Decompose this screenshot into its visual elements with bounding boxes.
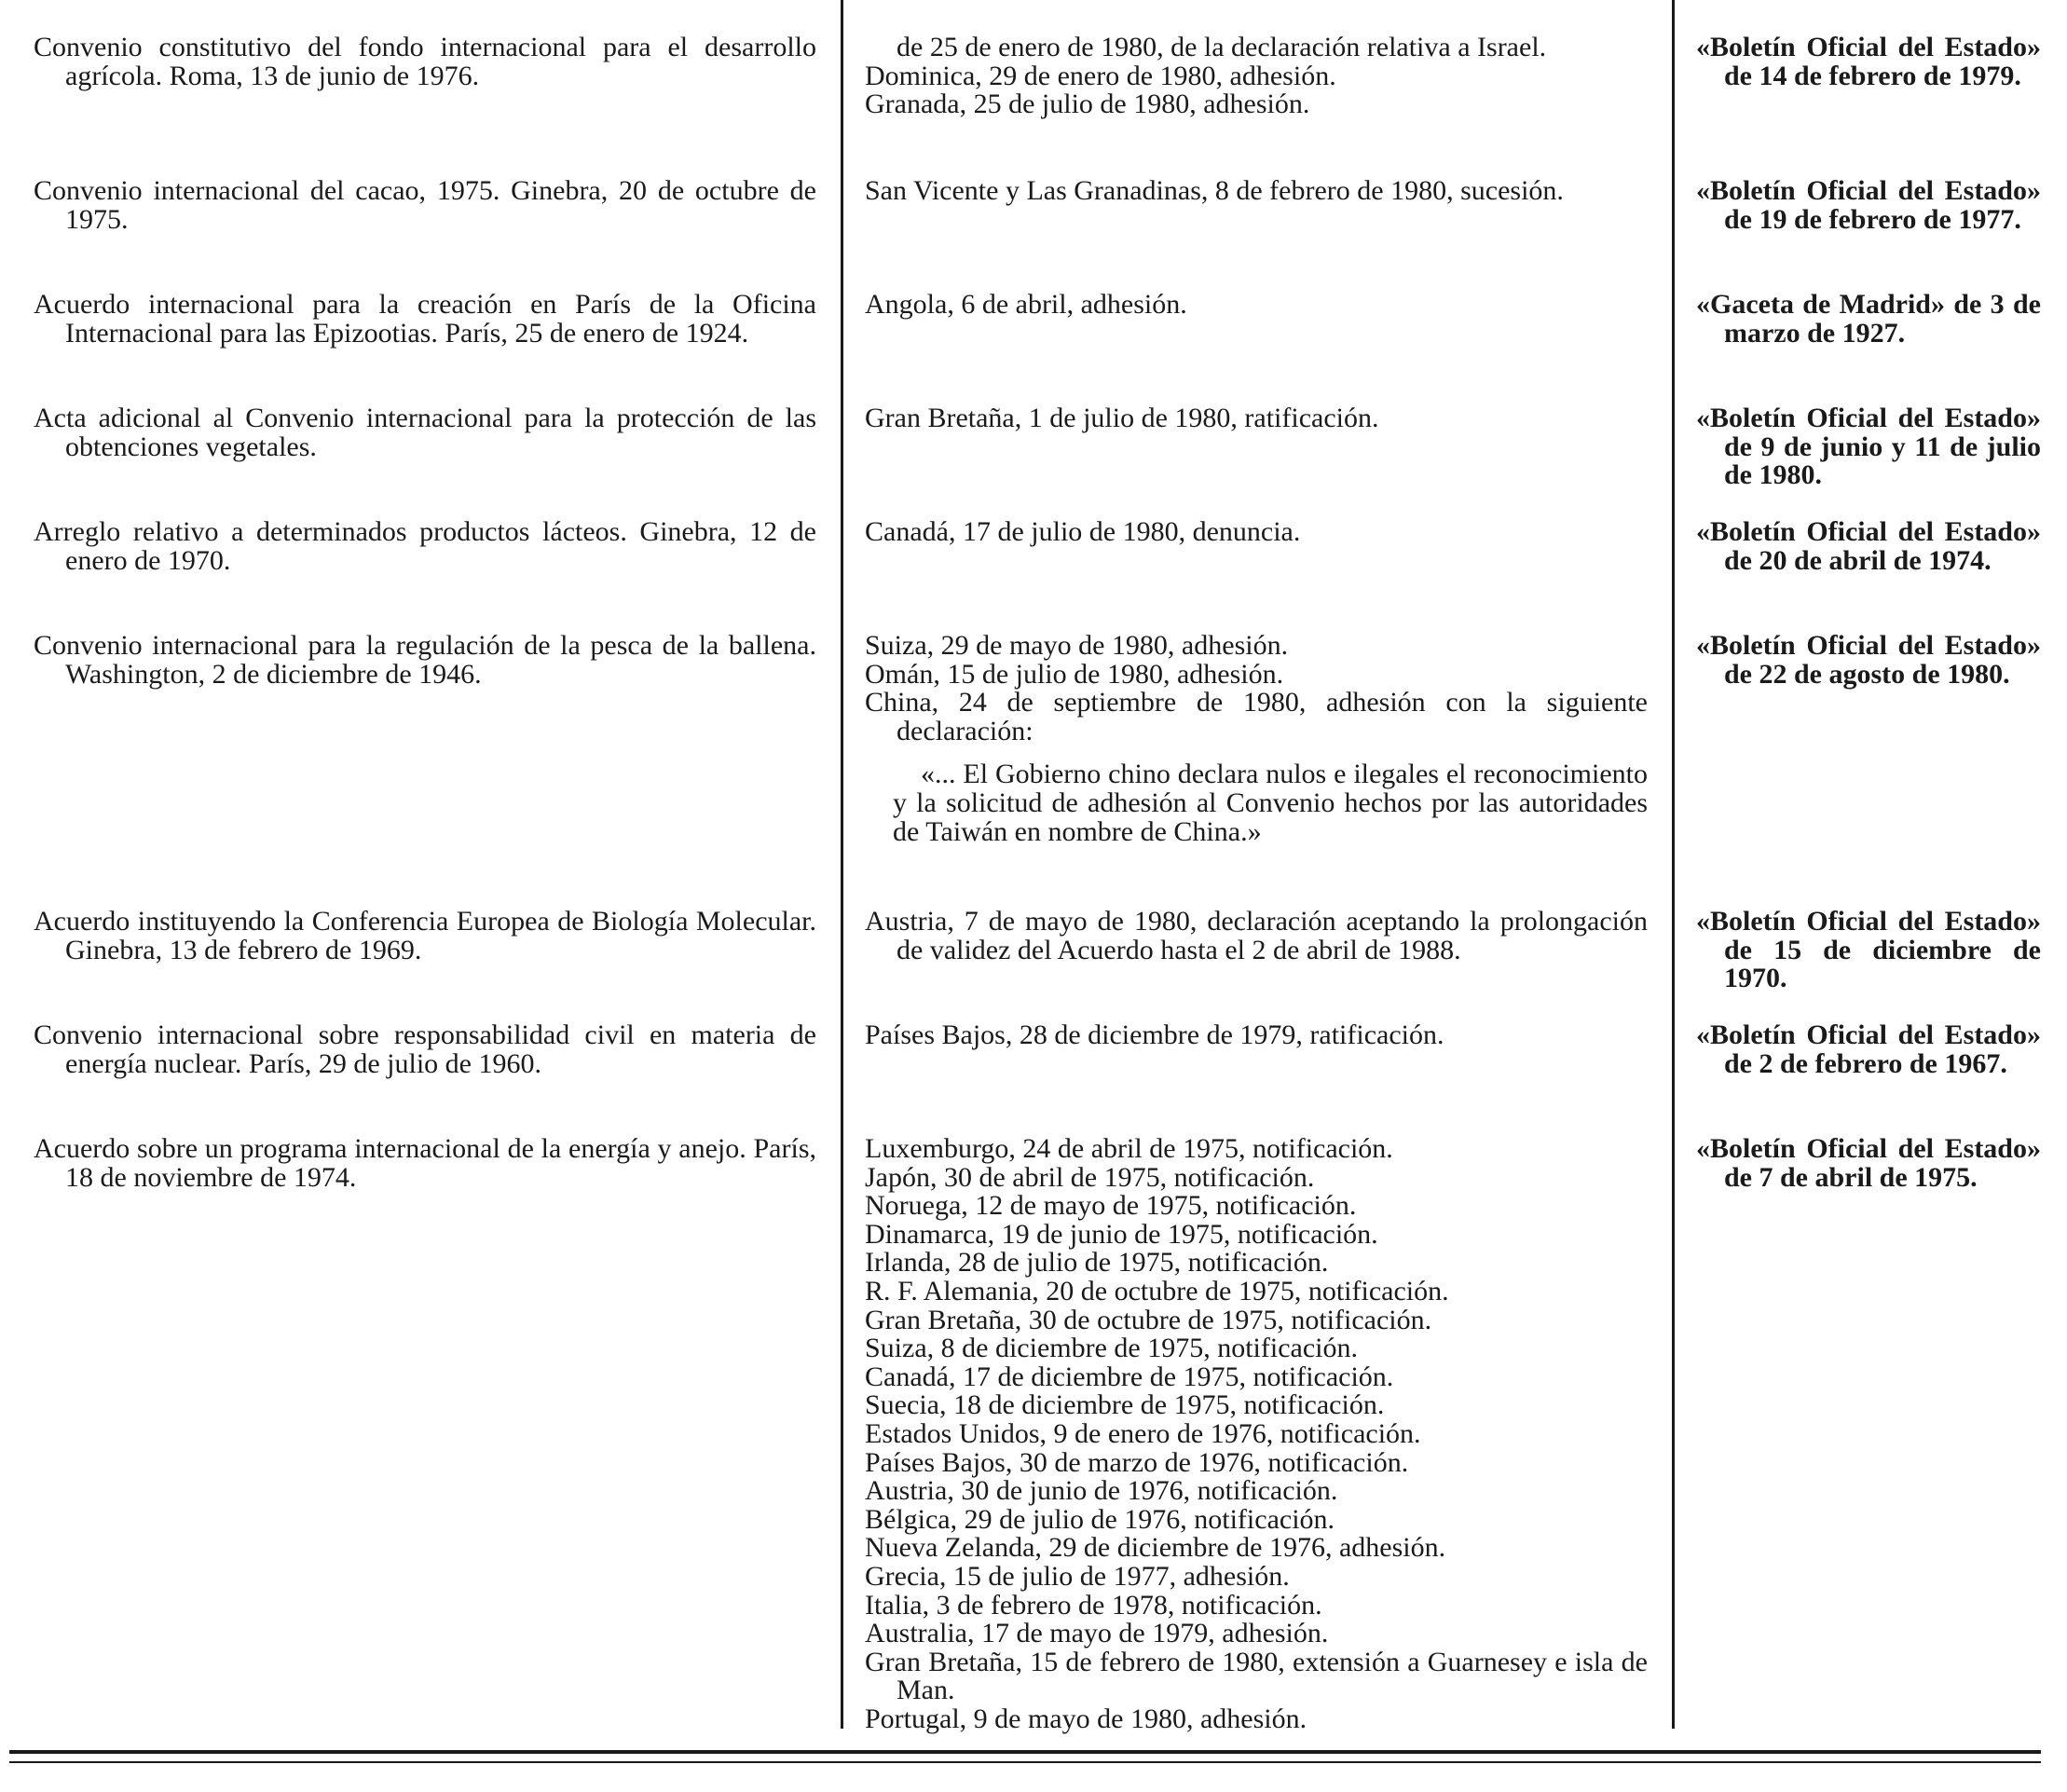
action-item: Bélgica, 29 de julio de 1976, notificación. xyxy=(865,1503,1335,1535)
action-item: Austria, 7 de mayo de 1980, declaración aceptando la prolongación de validez del Acuerdo hasta el 2 de abril de 1988. xyxy=(865,906,1648,965)
publication-reference: «Boletín Oficial del Estado» de 15 de diciembre de 1970. xyxy=(1696,906,2041,994)
declaration-quote: «... El Gobierno chino declara nulos e ilegales el reconocimiento y la solicitud de adhesión al Convenio hechos por las autoridades de Taiwán en nombre de China.» xyxy=(893,759,1648,847)
action-item: Portugal, 9 de mayo de 1980, adhesión. xyxy=(865,1703,1307,1734)
action-item: Dominica, 29 de enero de 1980, adhesión. xyxy=(865,60,1336,91)
treaty-title: Convenio internacional del cacao, 1975. Ginebra, 20 de octubre de 1975. xyxy=(34,175,816,235)
treaty-title xyxy=(34,404,816,461)
action-item: Irlanda, 28 de julio de 1975, notificación. xyxy=(865,1247,1329,1279)
column-divider-left xyxy=(841,0,843,1729)
treaty-actions xyxy=(865,34,1648,119)
treaty-actions xyxy=(865,908,1648,964)
treaty-title-text: Acta adicional al Convenio internacional para la protección de las obtenciones vegetales. xyxy=(34,403,816,462)
action-item: San Vicente y Las Granadinas, 8 de febrero de 1980, sucesión. xyxy=(865,175,1564,206)
publication-reference: «Boletín Oficial del Estado» de 2 de febrero de 1967. xyxy=(1696,1019,2041,1079)
action-item: de 25 de enero de 1980, de la declaración relativa a Israel. xyxy=(897,32,1547,62)
treaty-title: Convenio constitutivo del fondo internacional para el desarrollo agrícola. Roma, 13 de junio de 1976. xyxy=(34,32,816,91)
action-item: Países Bajos, 28 de diciembre de 1979, ratificación. xyxy=(865,1019,1444,1050)
action-item: Suiza, 29 de mayo de 1980, adhesión. xyxy=(865,630,1289,661)
treaty-title: Acuerdo internacional para la creación en París de la Oficina Internacional para las Epizootias. París, 25 de enero de 1924. xyxy=(34,289,816,349)
action-item: Japón, 30 de abril de 1975, notificación. xyxy=(865,1161,1315,1193)
action-item: Canadá, 17 de julio de 1980, denuncia. xyxy=(865,516,1301,547)
action-item: Omán, 15 de julio de 1980, adhesión. xyxy=(865,658,1284,690)
action-item: Gran Bretaña, 1 de julio de 1980, ratificación. xyxy=(865,403,1379,433)
treaty-title: Convenio internacional sobre responsabilidad civil en materia de energía nuclear. París, 29 de julio de 1960. xyxy=(34,1019,816,1079)
action-item: R. F. Alemania, 20 de octubre de 1975, notificación. xyxy=(865,1275,1449,1306)
action-item: Países Bajos, 30 de marzo de 1976, notificación. xyxy=(865,1446,1409,1478)
publication-reference: «Boletín Oficial del Estado» de 14 de febrero de 1979. xyxy=(1696,32,2041,91)
action-item: Australia, 17 de mayo de 1979, adhesión. xyxy=(865,1618,1329,1649)
action-item: Gran Bretaña, 30 de octubre de 1975, notificación. xyxy=(865,1304,1432,1335)
action-item: Luxemburgo, 24 de abril de 1975, notificación. xyxy=(865,1133,1393,1164)
action-item: China, 24 de septiembre de 1980, adhesión con la siguiente declaración: xyxy=(865,687,1648,746)
treaty-title: Convenio internacional para la regulación de la pesca de la ballena. Washington, 2 de diciembre de 1946. xyxy=(34,630,816,690)
action-item: Suiza, 8 de diciembre de 1975, notificación. xyxy=(865,1333,1358,1364)
treaty-actions xyxy=(865,404,1648,433)
publication-reference: «Gaceta de Madrid» de 3 de marzo de 1927. xyxy=(1696,289,2041,349)
action-item: Angola, 6 de abril, adhesión. xyxy=(865,289,1187,320)
action-item: Nueva Zelanda, 29 de diciembre de 1976, adhesión. xyxy=(865,1532,1446,1564)
action-item: Austria, 30 de junio de 1976, notificación. xyxy=(865,1475,1338,1507)
footer-rule-thin xyxy=(9,1761,2041,1763)
action-item: Canadá, 17 de diciembre de 1975, notificación. xyxy=(865,1361,1394,1392)
treaty-actions xyxy=(865,632,1648,846)
footer-rule-thick xyxy=(9,1750,2041,1754)
action-item: Dinamarca, 19 de junio de 1975, notificación. xyxy=(865,1218,1378,1250)
treaty-actions xyxy=(865,1021,1648,1050)
column-divider-right xyxy=(1672,0,1675,1729)
action-item: Italia, 3 de febrero de 1978, notificación. xyxy=(865,1589,1322,1621)
action-item: Gran Bretaña, 15 de febrero de 1980, extensión a Guarnesey e isla de Man. xyxy=(865,1646,1648,1706)
treaty-actions xyxy=(865,291,1648,320)
treaty-title: Acuerdo sobre un programa internacional de la energía y anejo. París, 18 de noviembre de 1974. xyxy=(34,1133,816,1193)
treaty-actions xyxy=(865,1135,1648,1733)
action-item: Grecia, 15 de julio de 1977, adhesión. xyxy=(865,1560,1290,1592)
publication-reference: «Boletín Oficial del Estado» de 7 de abril de 1975. xyxy=(1696,1133,2041,1193)
treaty-title: Arreglo relativo a determinados productos lácteos. Ginebra, 12 de enero de 1970. xyxy=(34,516,816,576)
action-item: Noruega, 12 de mayo de 1975, notificación. xyxy=(865,1190,1357,1222)
treaty-actions xyxy=(865,518,1648,547)
action-item: Suecia, 18 de diciembre de 1975, notificación. xyxy=(865,1389,1385,1421)
publication-reference: «Boletín Oficial del Estado» de 9 de junio y 11 de julio de 1980. xyxy=(1696,403,2041,491)
publication-reference: «Boletín Oficial del Estado» de 20 de abril de 1974. xyxy=(1696,516,2041,576)
publication-reference: «Boletín Oficial del Estado» de 22 de agosto de 1980. xyxy=(1696,630,2041,690)
action-item: Granada, 25 de julio de 1980, adhesión. xyxy=(865,89,1310,120)
treaty-title: Acuerdo instituyendo la Conferencia Europea de Biología Molecular. Ginebra, 13 de febrero de 1969. xyxy=(34,906,816,965)
treaty-actions xyxy=(865,177,1648,206)
action-item: Estados Unidos, 9 de enero de 1976, notificación. xyxy=(865,1417,1421,1449)
publication-reference: «Boletín Oficial del Estado» de 19 de febrero de 1977. xyxy=(1696,175,2041,235)
